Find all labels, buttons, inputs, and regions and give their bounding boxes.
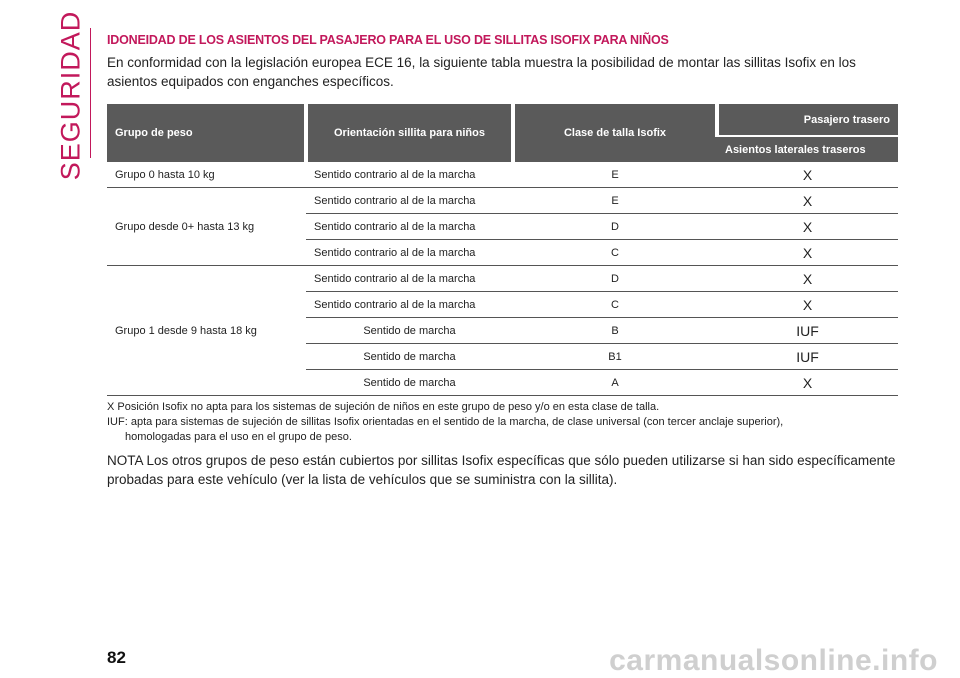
orientation-cell: Sentido contrario al de la marcha <box>306 214 513 240</box>
size-class-cell: E <box>513 162 717 188</box>
orientation-cell: Sentido de marcha <box>306 344 513 370</box>
suitability-cell: X <box>717 188 898 214</box>
header-size-class: Clase de talla Isofix <box>513 104 717 162</box>
header-rear-passenger: Pasajero trasero <box>717 104 898 136</box>
table-row <box>107 162 898 188</box>
orientation-cell: Sentido de marcha <box>306 370 513 396</box>
table-row <box>107 188 898 214</box>
size-class-cell: D <box>513 266 717 292</box>
size-class-cell: B <box>513 318 717 344</box>
size-class-cell: C <box>513 292 717 318</box>
size-class-cell: C <box>513 240 717 266</box>
suitability-cell: X <box>717 292 898 318</box>
orientation-cell: Sentido contrario al de la marcha <box>306 188 513 214</box>
orientation-cell: Sentido contrario al de la marcha <box>306 292 513 318</box>
isofix-table <box>107 104 898 396</box>
group-cell: Grupo 1 desde 9 hasta 18 kg <box>107 266 306 396</box>
orientation-cell: Sentido contrario al de la marcha <box>306 240 513 266</box>
nota-paragraph: NOTA Los otros grupos de peso están cubiertos por sillitas Isofix específicas que sólo pueden utilizarse si han sido específicamente probadas para este vehículo (ver la lista de vehículos que se suministra con la sillita). <box>107 453 896 487</box>
suitability-cell: X <box>717 266 898 292</box>
intro-paragraph: En conformidad con la legislación europea ECE 16, la siguiente tabla muestra la posibilidad de montar las sillitas Isofix en los asientos equipados con enganches específicos. <box>107 55 856 89</box>
page-number: 82 <box>107 648 126 667</box>
header-rear-side-seats: Asientos laterales traseros <box>717 136 898 162</box>
orientation-cell: Sentido contrario al de la marcha <box>306 266 513 292</box>
x-note: X Posición Isofix no apta para los sistemas de sujeción de niños en este grupo de peso y/o en esta clase de talla. <box>107 401 660 413</box>
section-label: SEGURIDAD <box>55 10 86 180</box>
group-cell: Grupo 0 hasta 10 kg <box>107 162 306 188</box>
suitability-cell: X <box>717 214 898 240</box>
suitability-cell: X <box>717 370 898 396</box>
page-title: IDONEIDAD DE LOS ASIENTOS DEL PASAJERO PARA EL USO DE SILLITAS ISOFIX PARA NIÑOS <box>107 33 669 47</box>
size-class-cell: B1 <box>513 344 717 370</box>
orientation-cell: Sentido contrario al de la marcha <box>306 162 513 188</box>
size-class-cell: E <box>513 188 717 214</box>
size-class-cell: A <box>513 370 717 396</box>
iuf-note-continuation: homologadas para el uso en el grupo de peso. <box>125 431 352 443</box>
table-notes <box>107 400 897 445</box>
header-orientation: Orientación sillita para niños <box>306 104 513 162</box>
table-row <box>107 266 898 292</box>
suitability-cell: IUF <box>717 318 898 344</box>
orientation-cell: Sentido de marcha <box>306 318 513 344</box>
watermark: carmanualsonline.info <box>609 644 938 677</box>
size-class-cell: D <box>513 214 717 240</box>
section-divider <box>90 28 91 158</box>
header-group: Grupo de peso <box>107 104 306 162</box>
suitability-cell: X <box>717 240 898 266</box>
iuf-note: IUF: apta para sistemas de sujeción de sillitas Isofix orientadas en el sentido de la marcha, de clase universal (con tercer anclaje superior), <box>107 416 784 428</box>
group-cell: Grupo desde 0+ hasta 13 kg <box>107 188 306 266</box>
suitability-cell: X <box>717 162 898 188</box>
suitability-cell: IUF <box>717 344 898 370</box>
